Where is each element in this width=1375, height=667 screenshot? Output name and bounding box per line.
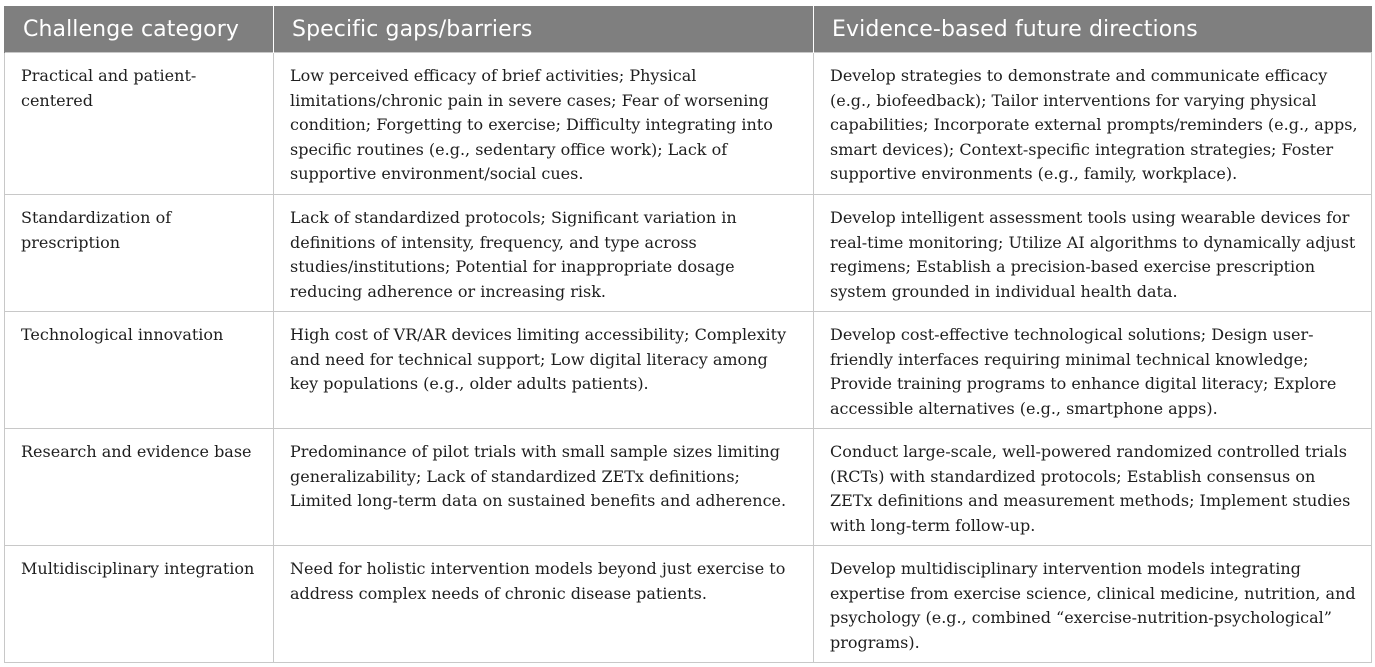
category-cell: Multidisciplinary integration <box>5 546 274 663</box>
table-body <box>5 53 1372 663</box>
table-row <box>5 195 1372 312</box>
challenges-table <box>4 6 1372 663</box>
gaps-cell: Need for holistic intervention models beyond just exercise to address complex needs of chronic disease patients. <box>274 546 814 663</box>
directions-cell: Develop cost-effective technological solutions; Design user-friendly interfaces requiring minimal technical knowledge; Provide training programs to enhance digital literacy; Explore accessible alternatives (e.g., smartphone apps). <box>814 312 1372 429</box>
table-header <box>5 6 1372 53</box>
header-challenge-category: Challenge category <box>5 6 274 53</box>
table-row <box>5 546 1372 663</box>
category-cell: Standardization of prescription <box>5 195 274 312</box>
directions-cell: Develop multidisciplinary intervention models integrating expertise from exercise science, clinical medicine, nutrition, and psychology (e.g., combined “exercise-nutrition-psychological” programs). <box>814 546 1372 663</box>
category-cell: Technological innovation <box>5 312 274 429</box>
gaps-cell: Predominance of pilot trials with small sample sizes limiting generalizability; Lack of standardized ZETx definitions; Limited long-term data on sustained benefits and adherence. <box>274 429 814 546</box>
gaps-cell: High cost of VR/AR devices limiting accessibility; Complexity and need for technical support; Low digital literacy among key populations (e.g., older adults patients). <box>274 312 814 429</box>
table-row <box>5 53 1372 195</box>
directions-cell: Develop intelligent assessment tools using wearable devices for real-time monitoring; Utilize AI algorithms to dynamically adjust regimens; Establish a precision-based exercise prescription system grounded in individual health data. <box>814 195 1372 312</box>
table-row <box>5 429 1372 546</box>
category-cell: Research and evidence base <box>5 429 274 546</box>
directions-cell: Develop strategies to demonstrate and communicate efficacy (e.g., biofeedback); Tailor interventions for varying physical capabilities; Incorporate external prompts/reminders (e.g., apps, smart devices); Context-specific integration strategies; Foster supportive environments (e.g., family, workplace). <box>814 53 1372 195</box>
table-row <box>5 312 1372 429</box>
gaps-cell: Low perceived efficacy of brief activities; Physical limitations/chronic pain in severe cases; Fear of worsening condition; Forgetting to exercise; Difficulty integrating into specific routines (e.g., sedentary office work); Lack of supportive environment/social cues. <box>274 53 814 195</box>
header-row <box>5 6 1372 53</box>
header-specific-gaps-barriers: Specific gaps/barriers <box>274 6 814 53</box>
gaps-cell: Lack of standardized protocols; Significant variation in definitions of intensity, frequency, and type across studies/institutions; Potential for inappropriate dosage reducing adherence or increasing risk. <box>274 195 814 312</box>
category-cell: Practical and patient-centered <box>5 53 274 195</box>
header-evidence-based-future-directions: Evidence-based future directions <box>814 6 1372 53</box>
directions-cell: Conduct large-scale, well-powered randomized controlled trials (RCTs) with standardized protocols; Establish consensus on ZETx definitions and measurement methods; Implement studies with long-term follow-up. <box>814 429 1372 546</box>
